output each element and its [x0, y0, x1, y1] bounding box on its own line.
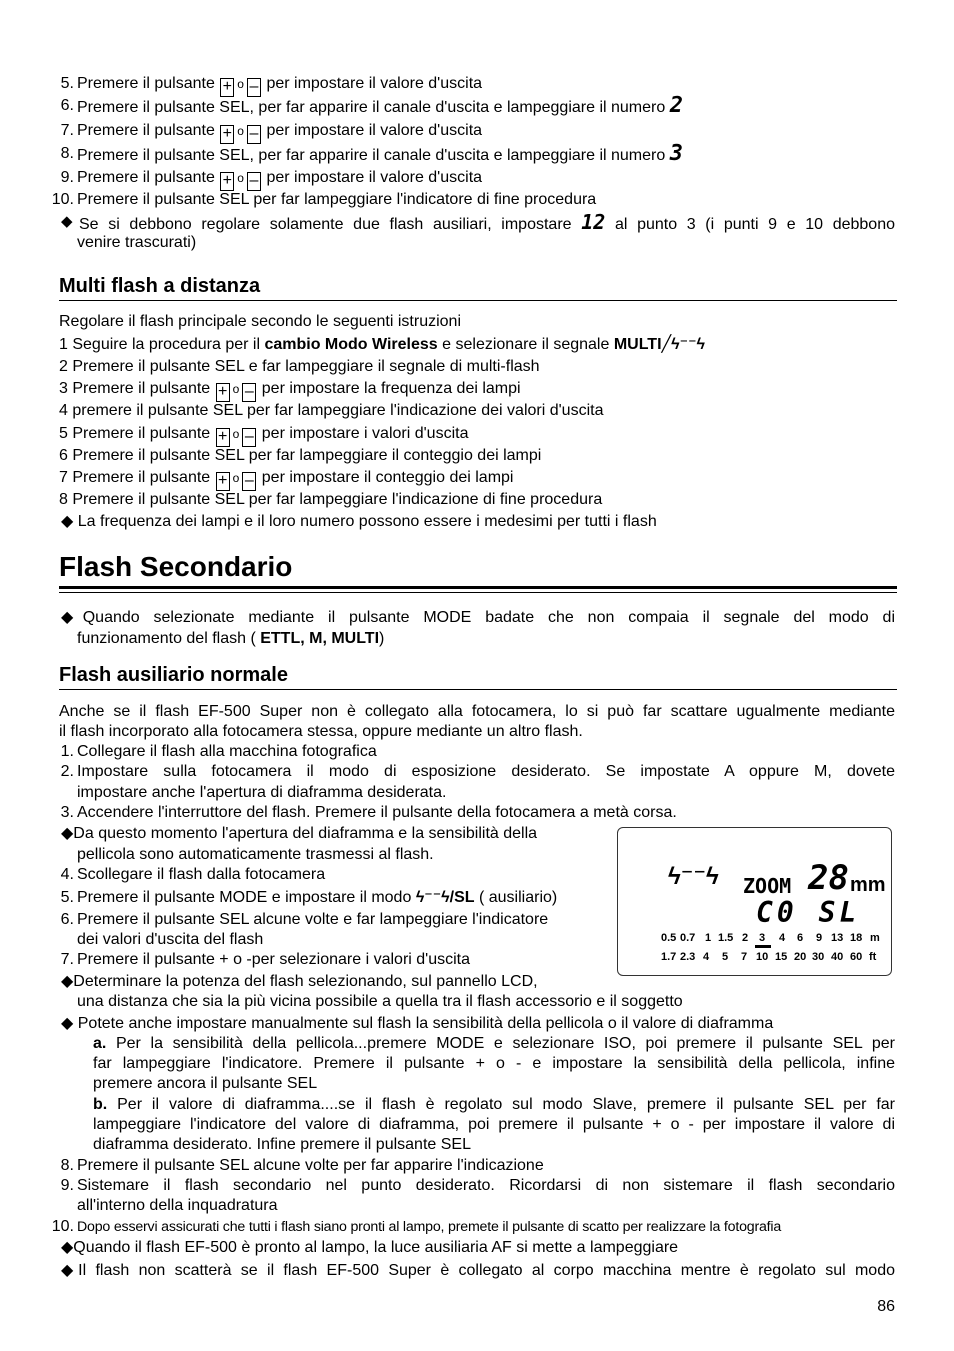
step-number: 9.	[60, 169, 74, 186]
scale-label: 15	[775, 951, 788, 963]
sub-a-line: far lampeggiare l'indicatore. Premere il pulsante + o - e impostare la sensibilità della pellicola, infine	[93, 1055, 895, 1072]
step-text: Scollegare il flash dalla fotocamera	[77, 866, 326, 883]
step-text: Premere il pulsante + o – per impostare il valore d'uscita	[77, 75, 483, 95]
step-text: Premere il pulsante SEL, per far apparire il canale d'uscita e lampeggiare il numero 2	[77, 93, 683, 118]
minus-key-icon: –	[247, 172, 261, 191]
step-number: 5.	[60, 75, 74, 92]
plus-key-icon: +	[220, 125, 234, 144]
scale-label: 0.7	[680, 932, 696, 944]
step-number: 9.	[60, 1177, 74, 1194]
segment-digit-2-icon: 2	[669, 93, 683, 118]
step-number: 7.	[60, 951, 74, 968]
step-text: Accendere l'interruttore del flash. Premere il pulsante della fotocamera a metà corsa.	[77, 804, 677, 821]
scale-label: 3	[759, 932, 766, 944]
slave-mode-icon: ϟ⁻⁻ϟ/SL	[415, 889, 475, 906]
scale-label: 1.7	[661, 951, 677, 963]
step-text: 1 Seguire la procedura per il cambio Modo Wireless e selezionare il segnale MULTI╱ϟ⁻⁻ϟ	[59, 336, 705, 353]
step-text: 8 Premere il pulsante SEL per far lampeggiare l'indicazione di fine procedura	[59, 491, 603, 508]
section-heading-multi: Multi flash a distanza	[59, 275, 261, 297]
step-number: 2.	[60, 763, 74, 780]
step-text: Sistemare il flash secondario nel punto desiderato. Ricordarsi di non sistemare il flash secondario	[77, 1177, 895, 1194]
minus-key-icon: –	[242, 428, 256, 447]
step-text: Premere il pulsante SEL alcune volte e far lampeggiare l'indicatore	[77, 911, 549, 928]
wireless-slave-icon: ϟ⁻⁻ϟ	[668, 863, 719, 890]
note-line: venire trascurati)	[77, 234, 197, 251]
title-rule-thin	[59, 592, 897, 593]
scale-label: 60	[850, 951, 863, 963]
scale-label: 2	[742, 932, 749, 944]
minus-key-icon: –	[242, 472, 256, 491]
intro-line: il flash incorporato alla fotocamera stessa, oppure mediante un altro flash.	[59, 723, 583, 740]
minus-key-icon: –	[242, 383, 256, 402]
minus-key-icon: –	[247, 125, 261, 144]
scale-label: 0.5	[661, 932, 677, 944]
sub-a-line: premere ancora il pulsante SEL	[93, 1075, 318, 1092]
diamond-bullet-icon: ◆	[61, 213, 73, 230]
step-text: 7 Premere il pulsante + o – per impostare il conteggio dei lampi	[59, 469, 514, 489]
heading-rule	[59, 300, 897, 301]
bullet-text: ◆Determinare la potenza del flash selezionando, sul pannello LCD,	[61, 973, 538, 990]
note-line: Se si debbono regolare solamente due flash ausiliari, impostare 12 al punto 3 (i punti 9 e 10 debbono	[79, 210, 896, 234]
step-text: Premere il pulsante SEL per far lampeggiare l'indicatore di fine procedura	[77, 191, 597, 208]
step-text: dei valori d'uscita del flash	[77, 931, 264, 948]
sub-b-line: diaframma desiderato. Infine premere il pulsante SEL	[93, 1136, 471, 1153]
scale-label: 4	[703, 951, 710, 963]
step-text: Premere il pulsante + o – per impostare il valore d'uscita	[77, 169, 483, 189]
scale-label: 1	[705, 932, 712, 944]
scale-label: 18	[850, 932, 863, 944]
step-number: 6.	[60, 97, 74, 114]
bullet-text: ◆Quando il flash EF-500 è pronto al lampo, la luce ausiliaria AF si mette a lampeggiare	[61, 1239, 679, 1256]
bullet-text: una distanza che sia la più vicina possibile a quella tra il flash accessorio e il soggetto	[77, 993, 683, 1010]
plus-key-icon: +	[216, 383, 230, 402]
title-rule-thick	[59, 586, 897, 589]
note-line: funzionamento del flash ( ETTL, M, MULTI)	[77, 630, 385, 647]
zoom-label: ZOOM	[743, 874, 792, 898]
scale-label: 7	[741, 951, 748, 963]
note-text: ◆ La frequenza dei lampi e il loro numero possono essere i medesimi per tutti i flash	[61, 513, 657, 530]
segment-digit-12-icon: 12	[581, 210, 606, 234]
channel-display: C0 SL	[756, 896, 861, 929]
step-number: 4.	[60, 866, 74, 883]
step-number: 6.	[60, 911, 74, 928]
zoom-unit: mm	[850, 874, 886, 896]
scale-label: 4	[779, 932, 786, 944]
section-heading-normal: Flash ausiliario normale	[59, 664, 288, 686]
page-number: 86	[877, 1298, 895, 1315]
step-text: Premere il pulsante SEL, per far apparire il canale d'uscita e lampeggiare il numero 3	[77, 141, 683, 166]
step-text: 4 premere il pulsante SEL per far lampeggiare l'indicazione dei valori d'uscita	[59, 402, 604, 419]
note-line: ◆Quando selezionate mediante il pulsante MODE badate che non compaia il segnale del modo di	[61, 609, 895, 626]
scale-label: 9	[816, 932, 823, 944]
scale-unit: ft	[869, 951, 877, 963]
step-number: 1.	[60, 743, 74, 760]
plus-key-icon: +	[220, 172, 234, 191]
step-number: 10.	[51, 1218, 74, 1235]
scale-label: 5	[722, 951, 729, 963]
plus-key-icon: +	[216, 472, 230, 491]
step-text: 2 Premere il pulsante SEL e far lampeggiare il segnale di multi-flash	[59, 358, 540, 375]
step-text: Premere il pulsante SEL alcune volte per far apparire l'indicazione	[77, 1157, 544, 1174]
bullet-text: ◆Da questo momento l'apertura del diaframma e la sensibilità della	[61, 825, 538, 842]
step-text: impostare anche l'apertura di diaframma desiderata.	[77, 784, 447, 801]
bullet-text: pellicola sono automaticamente trasmessi al flash.	[77, 846, 434, 863]
step-number: 10.	[51, 191, 74, 208]
lcd-panel	[617, 827, 892, 976]
step-number: 7.	[60, 122, 74, 139]
sub-b-line: b. Per il valore di diaframma....se il flash è regolato sul modo Slave, premere il pulsante SEL per far	[93, 1096, 895, 1113]
intro-line: Anche se il flash EF-500 Super non è collegato alla fotocamera, lo si può far scattare ugualmente mediante	[59, 703, 895, 720]
step-text: 3 Premere il pulsante + o – per impostare la frequenza dei lampi	[59, 380, 521, 400]
zoom-value: 28	[808, 858, 849, 898]
bullet-text: ◆Il flash non scatterà se il flash EF-500 Super è collegato al corpo macchina mentre è regolato sul modo	[61, 1262, 895, 1279]
scale-label: 6	[797, 932, 804, 944]
step-text: Impostare sulla fotocamera il modo di esposizione desiderato. Se impostate A oppure M, dovete	[77, 763, 895, 780]
bullet-text: ◆ Potete anche impostare manualmente sul flash la sensibilità della pellicola o il valore di diaframma	[61, 1015, 774, 1032]
scale-label: 30	[812, 951, 825, 963]
sub-a-line: a. Per la sensibilità della pellicola...premere MODE e selezionare ISO, poi premere il pulsante SEL per	[93, 1035, 895, 1052]
step-text: Collegare il flash alla macchina fotografica	[77, 743, 377, 760]
step-number: 8.	[60, 1157, 74, 1174]
step-text: 5 Premere il pulsante + o – per impostare i valori d'uscita	[59, 425, 469, 445]
plus-key-icon: +	[216, 428, 230, 447]
step-text: Premere il pulsante + o – per impostare il valore d'uscita	[77, 122, 483, 142]
scale-label: 1.5	[718, 932, 734, 944]
intro-text: Regolare il flash principale secondo le seguenti istruzioni	[59, 313, 462, 330]
segment-digit-3-icon: 3	[669, 141, 683, 166]
step-text: Dopo esservi assicurati che tutti i flash siano pronti al lampo, premete il pulsante di scatto per realizzare la fotografia	[77, 1219, 782, 1235]
step-text: all'interno della inquadratura	[77, 1197, 278, 1214]
step-text: 6 Premere il pulsante SEL per far lampeggiare il conteggio dei lampi	[59, 447, 542, 464]
page-title: Flash Secondario	[59, 551, 293, 582]
distance-indicator-bar	[755, 945, 771, 948]
minus-key-icon: –	[247, 78, 261, 97]
scale-label: 40	[831, 951, 844, 963]
scale-label: 10	[756, 951, 769, 963]
multi-flash-icon: ╱ϟ⁻⁻ϟ	[661, 336, 705, 353]
scale-label: 20	[794, 951, 807, 963]
scale-label: 2.3	[680, 951, 696, 963]
plus-key-icon: +	[220, 78, 234, 97]
heading-rule	[59, 689, 897, 690]
step-number: 8.	[60, 145, 74, 162]
step-number: 5.	[60, 889, 74, 906]
step-text: Premere il pulsante MODE e impostare il modo ϟ⁻⁻ϟ/SL ( ausiliario)	[77, 889, 558, 906]
scale-unit: m	[870, 932, 880, 944]
step-number: 3.	[60, 804, 74, 821]
sub-b-line: lampeggiare l'indicatore del valore di diaframma, poi premere il pulsante + o - per impostare il valore di	[93, 1116, 895, 1133]
step-text: Premere il pulsante + o -per selezionare i valori d'uscita	[77, 951, 471, 968]
scale-label: 13	[831, 932, 844, 944]
